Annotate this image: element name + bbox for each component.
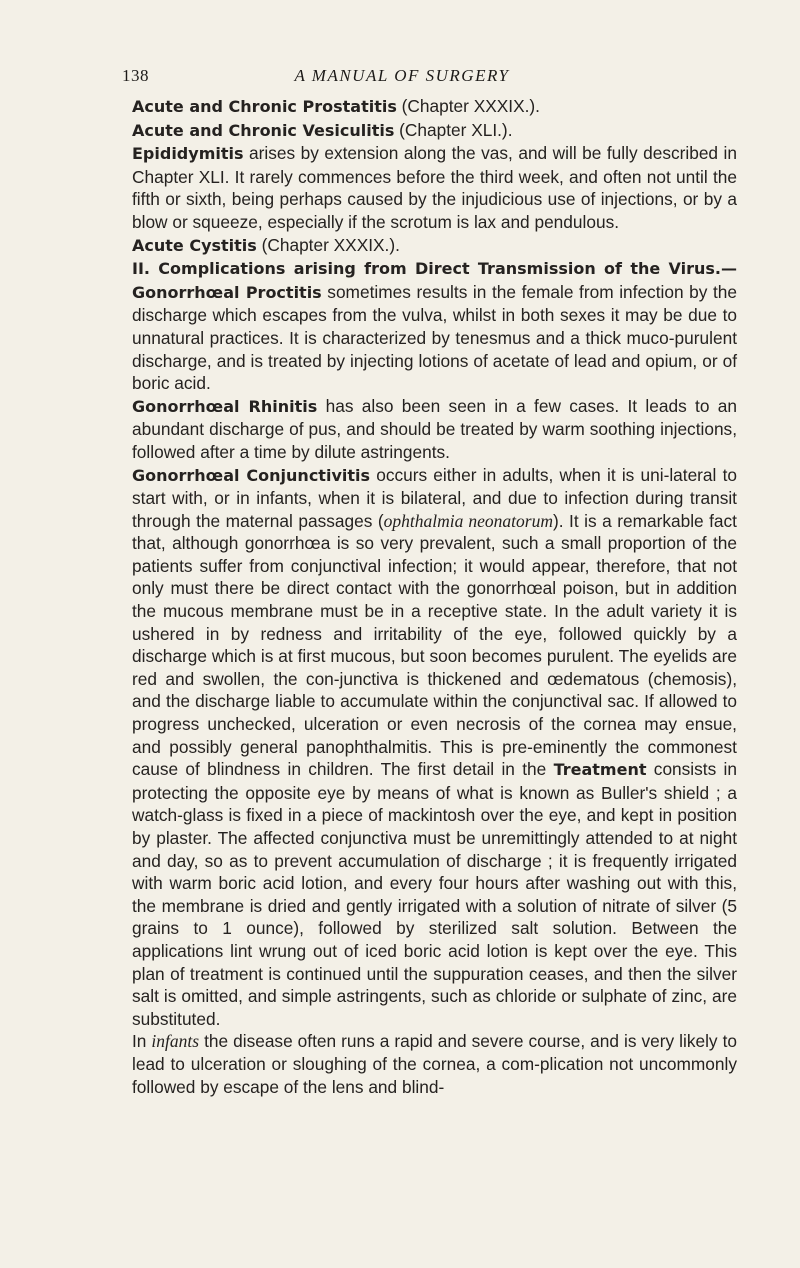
paragraph-text: arises by extension along the vas, and will be fully described in Chapter XLI. It rarely commences before the third week, and often not until the fifth or sixth, being perhaps caused by the injudicious use of injections, or by a blow or squeeze, especially if the scrotum is lax and pendulous. <box>132 143 737 232</box>
paragraph-text: the disease often runs a rapid and severe course, and is very likely to lead to ulceration or sloughing of the cornea, a com-plication not uncommonly followed by escape of the lens and blind- <box>132 1031 737 1097</box>
heading-epididymitis: Epididymitis <box>132 144 244 164</box>
running-header <box>122 66 682 90</box>
paragraph-text: In <box>132 1031 152 1052</box>
paragraph-text: (Chapter XLI.). <box>394 119 513 140</box>
paragraph-rhinitis <box>132 395 737 464</box>
heading-conjunctivitis: Gonorrhœal Conjunctivitis <box>132 465 371 485</box>
running-title: A MANUAL OF SURGERY <box>294 66 510 85</box>
paragraph-text: has also been seen in a few cases. It leads to an abundant discharge of pus, and should be treated by warm soothing injections, followed after a time by dilute astringents. <box>132 395 738 462</box>
paragraph-text: ). It is a remarkable fact that, although gonorrhœa is so very prevalent, such a small proportion of the patients suffer from conjunctival infection; it would appear, therefore, that not only must there be direct contact with the gonorrhœal poison, but in addition the mucous membrane must be in a receptive state. In the adult variety it is ushered in by redness and irritability of the eye, followed quickly by a discharge which is at first mucous, but soon becomes purulent. The eyelids are red and swollen, the con-junctiva is thickened and œdematous (chemosis), and the discharge liable to accumulate within the conjunctival sac. If allowed to progress unchecked, ulceration or even necrosis of the cornea may ensue, and possibly general panophthalmitis. This is pre-eminently the commonest cause of blindness in children. The first detail in the <box>132 510 737 780</box>
paragraph-infants <box>132 1030 737 1098</box>
heading-cystitis: Acute Cystitis <box>132 235 257 255</box>
paragraph-text: sometimes results in the female from infection by the discharge which escapes from the vulva, whilst in both sexes it may be due to unnatural practices. It is characterized by tenesmus and a thick muco-purulent discharge, and is treated by injecting lotions of acetate of lead and opium, or of boric acid. <box>132 281 738 394</box>
paragraph-text: occurs either in adults, when it is uni-lateral to start with, or in infants, when it is bilateral, and due to infection during transit through the maternal passages ( <box>132 464 737 531</box>
paragraph-cystitis <box>132 234 737 258</box>
paragraph-prostatitis <box>132 95 737 119</box>
heading-treatment: Treatment <box>553 760 647 780</box>
italic-infants: infants <box>151 1031 200 1052</box>
italic-term: ophthalmia neonatorum <box>383 510 553 531</box>
paragraph-proctitis <box>132 257 737 395</box>
heading-rhinitis: Gonorrhœal Rhinitis <box>132 396 318 416</box>
heading-vesiculitis: Acute and Chronic Vesiculitis <box>132 120 395 140</box>
paragraph-text: (Chapter XXXIX.). <box>256 234 400 255</box>
paragraph-text: consists in protecting the opposite eye by means of what is known as Buller's shield ; a watch-glass is fixed in a piece of mackintosh over the eye, and kept in position by plaster. The affected conjunctiva must be unremittingly attended to at night and day, so as to prevent accumulation of discharge ; it is frequently irrigated with warm boric acid lotion, and every four hours after washing out with this, the membrane is dried and gently irrigated with a solution of nitrate of silver (5 grains to 1 ounce), followed by sterilized salt solution. Between the applications lint wrung out of iced boric acid lotion is kept over the eye. This plan of treatment is continued until the suppuration ceases, and then the silver salt is omitted, and simple astringents, such as chloride or sulphate of zinc, are substituted. <box>132 759 737 1029</box>
paragraph-vesiculitis <box>132 119 737 143</box>
heading-direct-transmission: II. Complications arising from Direct Transmission of the Virus.— Gonorrhœal Proctitis <box>132 259 737 302</box>
heading-prostatitis: Acute and Chronic Prostatitis <box>132 97 397 116</box>
body-text <box>132 95 737 1098</box>
page-number: 138 <box>122 66 149 85</box>
paragraph-text: (Chapter XXXIX.). <box>396 96 540 116</box>
paragraph-conjunctivitis <box>132 464 737 1031</box>
paragraph-epididymitis <box>132 142 737 233</box>
